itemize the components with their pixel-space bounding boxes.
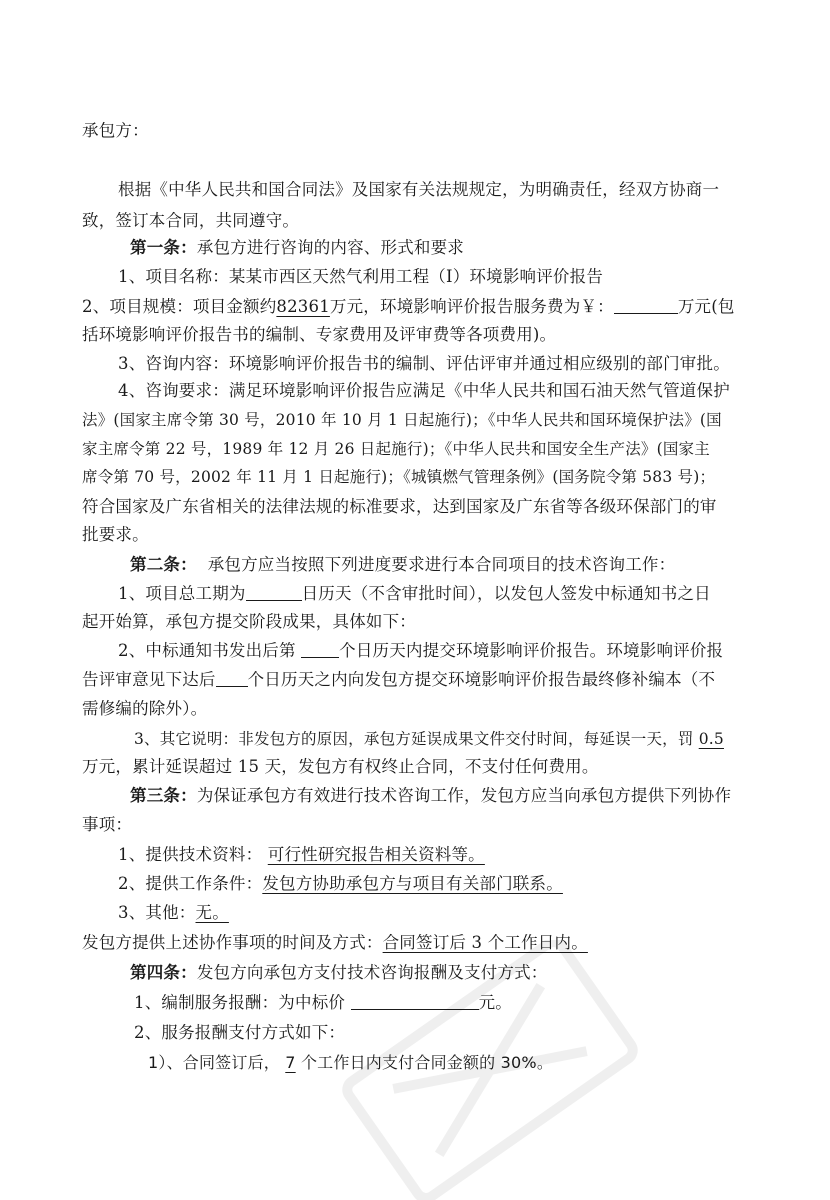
revision-days-blank <box>216 669 248 687</box>
intro-line-2: 致，签订本合同，共同遵守。 <box>82 211 300 230</box>
article-2-item-1-continued: 起开始算，承包方提交阶段成果，具体如下： <box>82 612 416 631</box>
article-3-item-2: 2、提供工作条件：发包方协助承包方与项目有关部门联系。 <box>118 874 563 893</box>
article-4-payment-1: 1）、合同签订后， 7 个工作日内支付合同金额的 30%。 <box>148 1053 554 1072</box>
article-3-item-1: 1、提供技术资料： 可行性研究报告相关资料等。 <box>118 845 485 864</box>
item-1-project-name: 1、项目名称：某某市西区天然气利用工程（I）环境影响评价报告 <box>118 267 604 286</box>
item-4-line-6: 批要求。 <box>82 525 149 544</box>
article-1-heading: 第一条：承包方进行咨询的内容、形式和要求 <box>130 238 465 257</box>
article-4-heading: 第四条：发包方向承包方支付技术咨询报酬及支付方式： <box>130 963 548 982</box>
item-4-line-1: 4、咨询要求：满足环境影响评价报告应满足《中华人民共和国石油天然气管道保护 <box>118 381 730 400</box>
item-2-continued: 括环境影响评价报告书的编制、专家费用及评审费等各项费用)。 <box>82 325 557 344</box>
article-2-heading: 第二条： 承包方应当按照下列进度要求进行本合同项目的技术咨询工作： <box>130 555 676 574</box>
bid-price-blank <box>351 992 479 1010</box>
service-fee-blank <box>614 296 678 314</box>
article-2-item-3: 3、其它说明：非发包方的原因，承包方延误成果文件交付时间，每延误一天，罚 0.5 <box>134 730 724 748</box>
item-2-project-scale: 2、项目规模：项目金额约82361万元，环境影响评价报告服务费为￥： 万元(包 <box>82 297 735 316</box>
article-2-item-3-continued: 万元，累计延误超过 15 天，发包方有权终止合同，不支付任何费用。 <box>82 757 599 776</box>
article-2-item-2: 2、中标通知书发出后第 个日历天内提交环境影响评价报告。环境影响评价报 <box>118 641 724 660</box>
article-2-item-2-continued: 告评审意见下达后 个日历天之内向发包方提交环境影响评价报告最终修补编本（不 <box>82 670 716 689</box>
item-4-line-4: 席令第 70 号，2002 年 11 月 1 日起施行)；《城镇燃气管理条例》(国务院令第 583 号)； <box>82 468 716 486</box>
duration-blank <box>246 583 302 601</box>
article-3-item-4: 发包方提供上述协作事项的时间及方式：合同签订后 3 个工作日内。 <box>82 933 588 952</box>
intro-line-1: 根据《中华人民共和国合同法》及国家有关法规规定，为明确责任，经双方协商一 <box>118 180 720 199</box>
article-4-item-2: 2、服务报酬支付方式如下： <box>134 1023 346 1042</box>
item-4-line-5: 符合国家及广东省相关的法律法规的标准要求，达到国家及广东省等各级环保部门的审 <box>82 497 717 516</box>
item-3-consult-content: 3、咨询内容：环境影响评价报告书的编制、评估评审并通过相应级别的部门审批。 <box>118 354 730 373</box>
article-2-item-2-end: 需修编的除外）。 <box>82 699 208 718</box>
report-days-blank <box>301 640 339 658</box>
article-3-heading: 第三条：为保证承包方有效进行技术咨询工作，发包方应当向承包方提供下列协作 <box>130 786 732 805</box>
article-3-heading-continued: 事项： <box>82 815 133 834</box>
article-3-item-3: 3、其他：无。 <box>118 903 229 922</box>
item-4-line-2: 法》(国家主席令第 30 号，2010 年 10 月 1 日起施行)；《中华人民共和国环境保护法》(国 <box>82 411 722 429</box>
article-4-item-1: 1、编制服务报酬：为中标价 元。 <box>134 993 512 1012</box>
article-2-item-1: 1、项目总工期为 日历天（不含审批时间），以发包人签发中标通知书之日 <box>118 584 711 603</box>
contractor-label: 承包方： <box>82 121 149 140</box>
item-4-line-3: 家主席令第 22 号，1989 年 12 月 26 日起施行)；《中华人民共和国安全生产法》(国家主 <box>82 440 710 458</box>
